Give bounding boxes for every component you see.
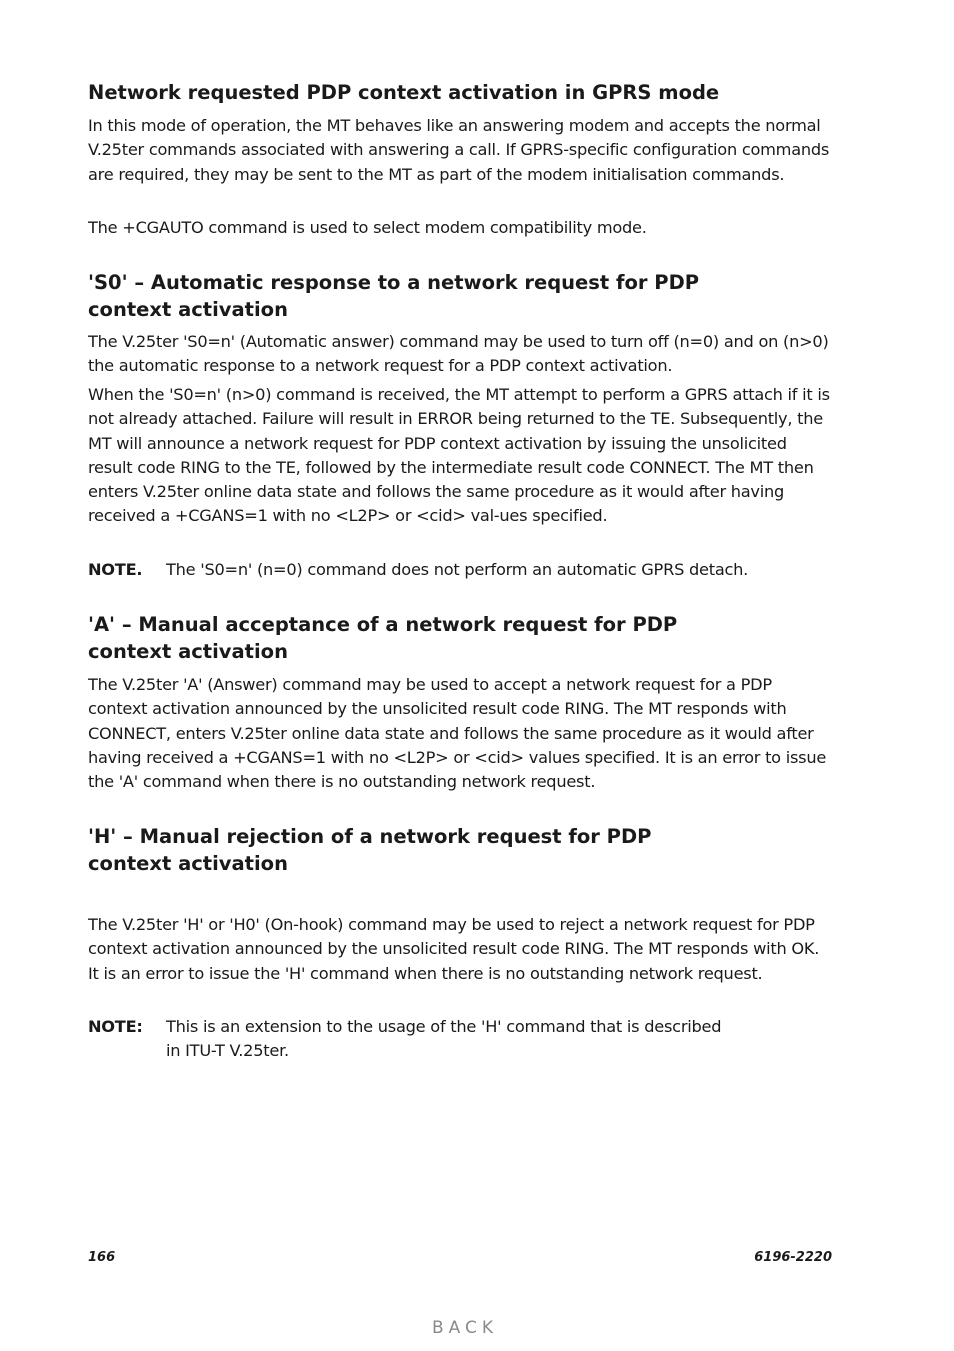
section-heading-gprs-mode: Network requested PDP context activation in GPRS mode (88, 81, 720, 104)
section-heading-a (88, 612, 833, 665)
document-number: 6196-2220 (754, 1250, 832, 1265)
note (88, 558, 833, 582)
note-text: This is an extension to the usage of the 'H' command that is described (166, 1017, 722, 1036)
note-text: in ITU-T V.25ter. (166, 1041, 289, 1061)
paragraph: The V.25ter 'H' or 'H0' (On-hook) command may be used to reject a network request for PDP context activation announced by the unsolicited result code RING. The MT responds with OK. It is an error to issue the 'H' command when there is no outstanding network request. (88, 915, 820, 983)
note-text: The 'S0=n' (n=0) command does not perform an automatic GPRS detach. (166, 560, 749, 579)
heading-line: context activation (88, 851, 288, 875)
heading-line: 'H' – Manual rejection of a network request for PDP (88, 825, 652, 848)
paragraph: In this mode of operation, the MT behaves like an answering modem and accepts the normal V.25ter commands associated with answering a call. If GPRS-specific configuration commands are required, they may be sent to the MT as part of the modem initialisation commands. (88, 116, 830, 184)
section-heading-h (88, 824, 833, 877)
page-number: 166 (88, 1250, 116, 1265)
paragraph: The +CGAUTO command is used to select modem compatibility mode. (88, 218, 647, 237)
note-label: NOTE. (88, 560, 143, 579)
note-label: NOTE: (88, 1017, 143, 1036)
heading-line: context activation (88, 297, 288, 321)
heading-line: 'A' – Manual acceptance of a network request for PDP (88, 613, 678, 636)
section-heading-s0 (88, 270, 833, 323)
heading-line: context activation (88, 639, 288, 663)
note (88, 1015, 833, 1064)
paragraph: When the 'S0=n' (n>0) command is received, the MT attempt to perform a GPRS attach if it is not already attached. Failure will result in ERROR being returned to the TE. Subsequently, the MT will announce a network request for PDP context activation by issuing the unsolicited result code RING to the TE, followed by the intermediate result code CONNECT. The MT then enters V.25ter online data state and follows the same procedure as it would after having received a +CGANS=1 with no <L2P> or <cid> val-ues specified. (88, 385, 830, 526)
paragraph: The V.25ter 'A' (Answer) command may be used to accept a network request for a PDP context activation announced by the unsolicited result code RING. The MT responds with CONNECT, enters V.25ter online data state and follows the same procedure as it would after having received a +CGANS=1 with no <L2P> or <cid> values specified. It is an error to issue the 'A' command when there is no outstanding network request. (88, 675, 827, 792)
heading-line: 'S0' – Automatic response to a network request for PDP (88, 271, 700, 294)
paragraph: The V.25ter 'S0=n' (Automatic answer) command may be used to turn off (n=0) and on (n>0) the automatic response to a network request for a PDP context activation. (88, 332, 829, 376)
back-link[interactable]: BACK (431, 1318, 498, 1338)
